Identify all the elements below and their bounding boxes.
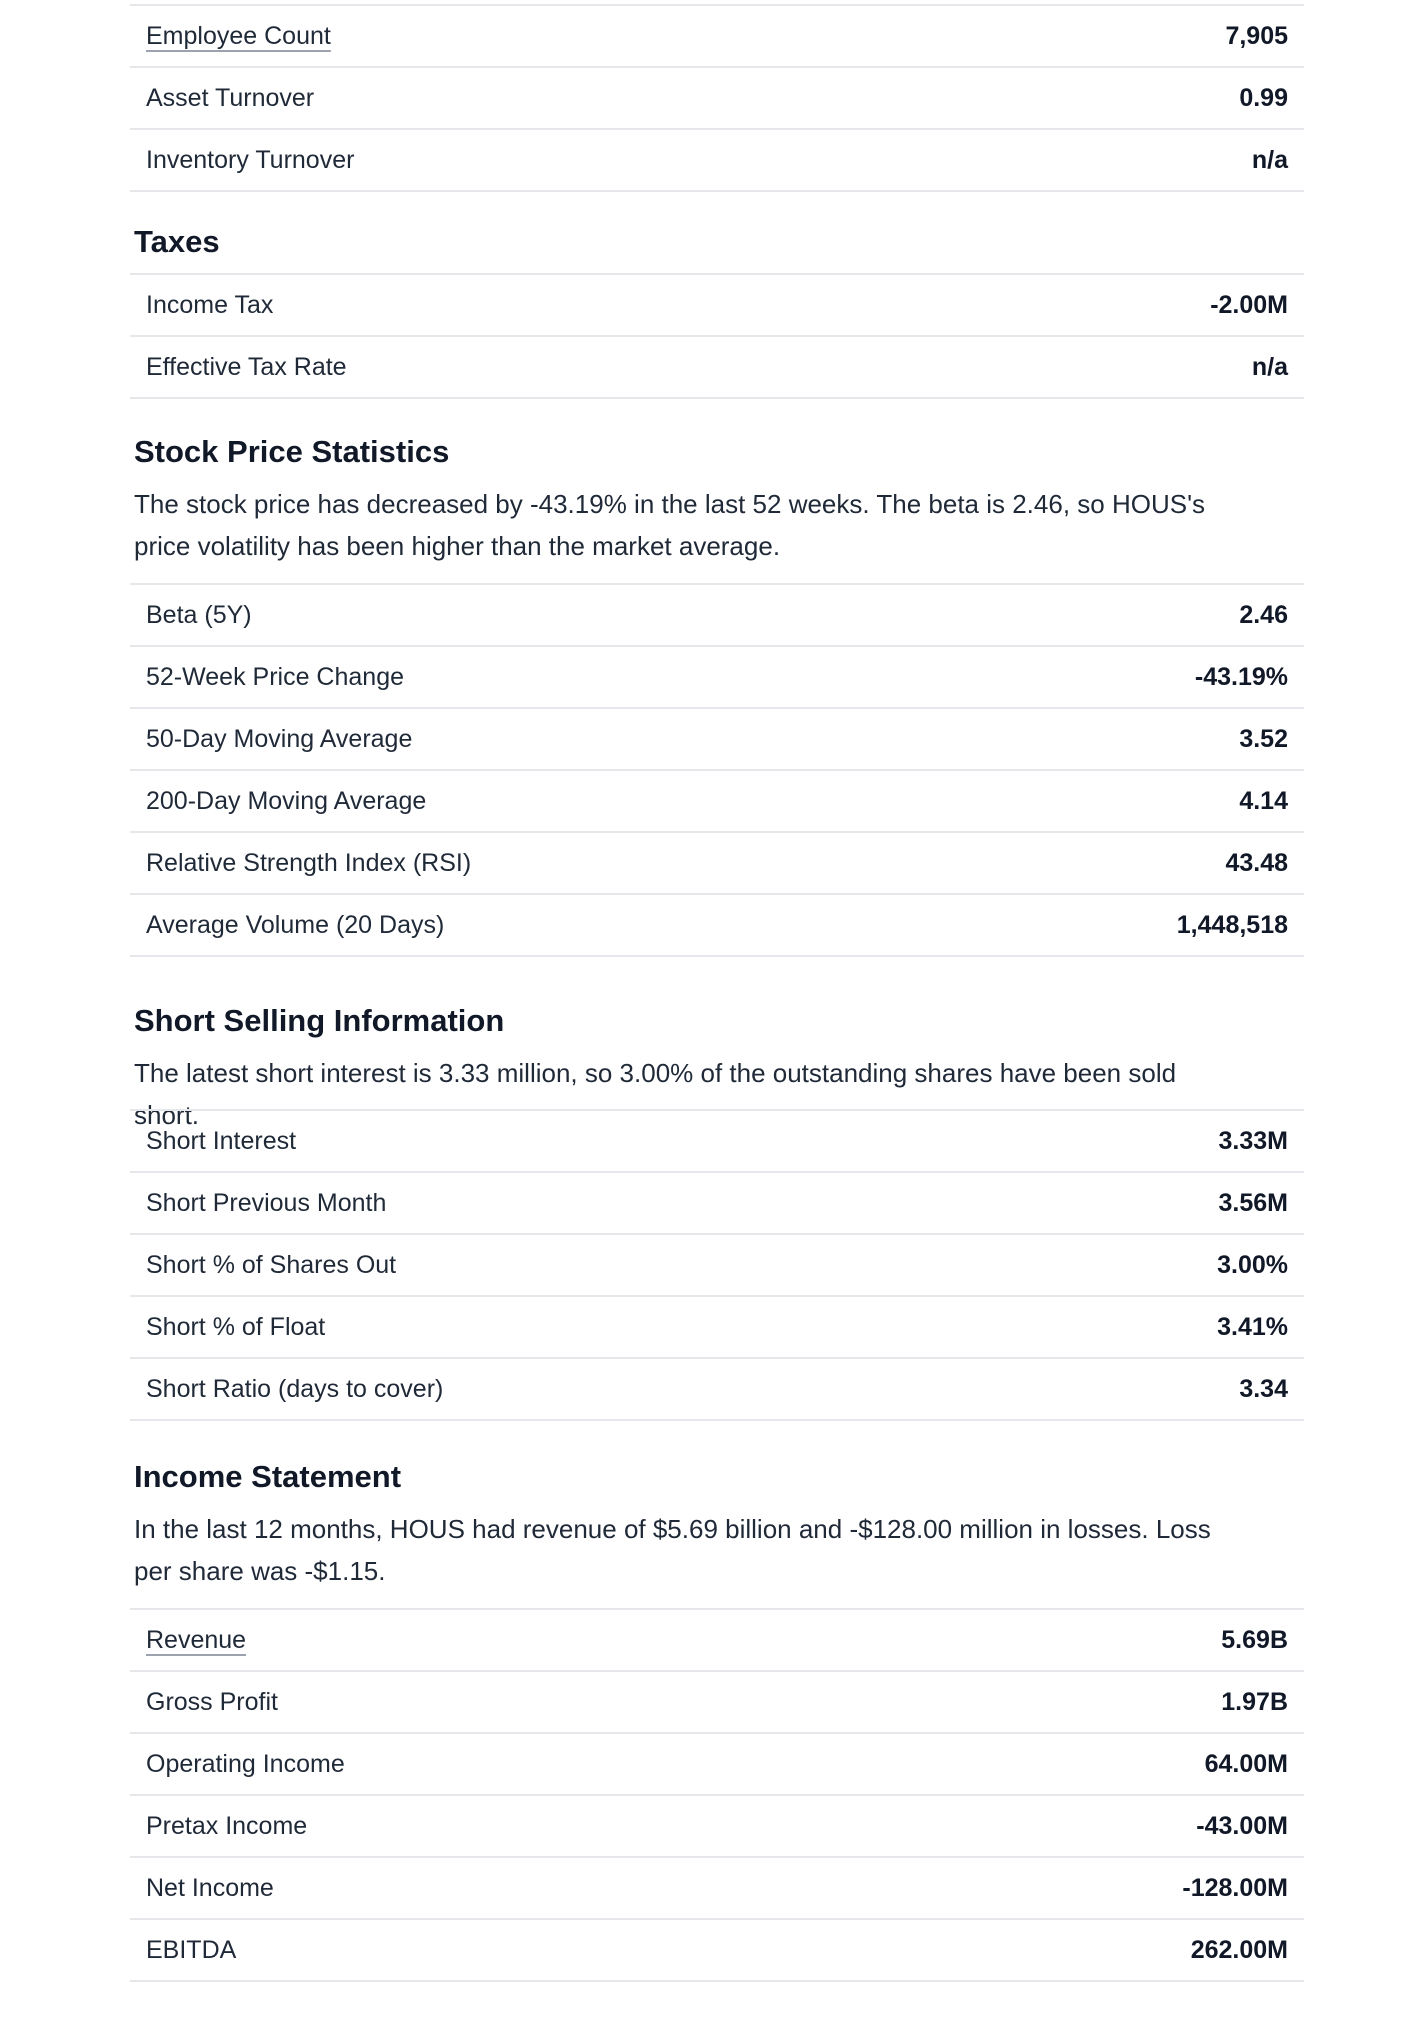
stat-value: -128.00M [1182,1873,1288,1902]
stat-label: 50-Day Moving Average [146,724,413,753]
income-statement-description: In the last 12 months, HOUS had revenue of $5.69 billion and -$128.00 million in losses. Loss per share was -$1.15. [134,1514,1211,1586]
table-row [130,1173,1304,1235]
top-stats-table [130,4,1304,192]
table-row [130,771,1304,833]
stat-label: Asset Turnover [146,83,315,112]
stat-value: n/a [1251,145,1288,174]
stat-label: 200-Day Moving Average [146,786,427,815]
stat-value: 3.33M [1218,1126,1288,1155]
stat-value: 3.56M [1218,1188,1288,1217]
table-row [130,585,1304,647]
stat-label: Short Interest [146,1126,297,1155]
stat-value: -43.19% [1194,662,1288,691]
stat-label: 52-Week Price Change [146,662,405,691]
section-title-taxes: Taxes [134,224,220,259]
income-statement-table-wrap [130,1608,1304,1982]
table-row [130,1235,1304,1297]
stat-value: 2.46 [1239,600,1288,629]
section-title-stock-price: Stock Price Statistics [134,434,450,469]
table-row [130,1359,1304,1421]
table-row [130,1672,1304,1734]
stat-value: 5.69B [1221,1625,1288,1654]
stat-label: Average Volume (20 Days) [146,910,445,939]
table-row [130,1796,1304,1858]
stock-price-description: The stock price has decreased by -43.19% in the last 52 weeks. The beta is 2.46, so HOUS's price volatility has been higher than the market average. [134,489,1206,561]
taxes-section [130,224,1304,260]
income-statement-section [130,1459,1304,1495]
stat-value: n/a [1251,352,1288,381]
taxes-table [130,273,1304,399]
stat-label: Short Previous Month [146,1188,387,1217]
stat-value: 7,905 [1225,21,1288,50]
section-title-income-statement: Income Statement [134,1459,402,1494]
stat-value: 3.41% [1217,1312,1288,1341]
table-row [130,6,1304,68]
short-selling-section [130,1003,1304,1039]
stat-value: 43.48 [1225,848,1288,877]
short-selling-description: The latest short interest is 3.33 million, so 3.00% of the outstanding shares have been sold short. [134,1058,1177,1130]
table-row [130,833,1304,895]
stat-label: Gross Profit [146,1687,278,1716]
stock-price-section [130,434,1304,470]
stat-label: Pretax Income [146,1811,308,1840]
stock-price-table-wrap [130,583,1304,957]
stock-price-desc-wrap [130,483,1304,567]
section-title-short-selling: Short Selling Information [134,1003,505,1038]
stat-label: Relative Strength Index (RSI) [146,848,472,877]
short-selling-table [130,1109,1304,1421]
income-statement-table [130,1608,1304,1982]
stat-value: 3.00% [1217,1250,1288,1279]
stat-label: Net Income [146,1873,274,1902]
table-row [130,275,1304,337]
stat-value: 3.52 [1239,724,1288,753]
stat-value: 4.14 [1239,786,1288,815]
table-row [130,647,1304,709]
stat-value: 1,448,518 [1176,910,1288,939]
table-row [130,1734,1304,1796]
stat-label: Effective Tax Rate [146,352,347,381]
table-row [130,709,1304,771]
stat-value: 1.97B [1221,1687,1288,1716]
stat-value: -2.00M [1210,290,1288,319]
short-selling-table-wrap [130,1109,1304,1421]
stat-value: 262.00M [1190,1935,1288,1964]
stat-label: EBITDA [146,1935,237,1964]
employee-count-link[interactable]: Employee Count [146,21,331,50]
income-statement-desc-wrap [130,1508,1304,1592]
table-row [130,68,1304,130]
table-row [130,1858,1304,1920]
stat-label: Beta (5Y) [146,600,252,629]
table-row [130,337,1304,399]
stat-label: Inventory Turnover [146,145,355,174]
stat-label: Short Ratio (days to cover) [146,1374,444,1403]
stat-value: 0.99 [1239,83,1288,112]
stat-label: Short % of Float [146,1312,326,1341]
table-row [130,1297,1304,1359]
taxes-table-wrap [130,273,1304,399]
stat-label: Income Tax [146,290,274,319]
table-row [130,1920,1304,1982]
stat-value: -43.00M [1196,1811,1288,1840]
table-row [130,130,1304,192]
table-row [130,895,1304,957]
stat-label: Operating Income [146,1749,345,1778]
stat-label: Short % of Shares Out [146,1250,397,1279]
stat-value: 3.34 [1239,1374,1288,1403]
revenue-link[interactable]: Revenue [146,1625,247,1654]
table-row [130,1610,1304,1672]
top-stats-section [130,4,1304,192]
stock-price-table [130,583,1304,957]
stat-value: 64.00M [1204,1749,1288,1778]
table-row [130,1111,1304,1173]
